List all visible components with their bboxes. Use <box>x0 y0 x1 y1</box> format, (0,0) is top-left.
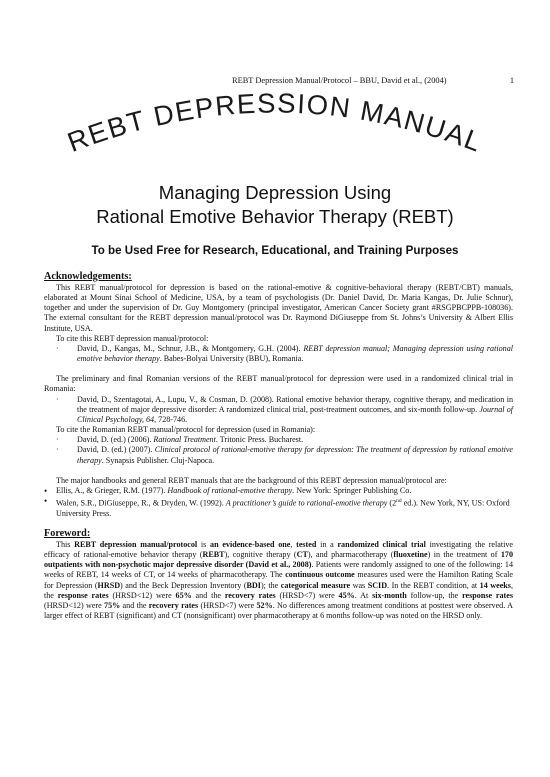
romanian-citation-item: · David, D. (ed.) (2006). Rational Treatment. Tritonic Press. Bucharest. <box>56 435 304 445</box>
logo-text: REBT DEPRESSION MANUAL <box>63 90 487 158</box>
citation-item: · David, D., Kangas, M., Schnur, J.B., & Montgomery, G.H. (2004). REBT depression manual; Managing depression using rational emotive behavior therapy. Babes-Bolyai University (BBU), Romania. <box>56 343 513 364</box>
foreword-bold-segment: categorical measure <box>280 580 351 590</box>
title-line-2: Rational Emotive Behavior Therapy (REBT) <box>96 206 454 227</box>
foreword-bold-segment: 65% <box>175 590 192 600</box>
foreword-text-segment: follow-up, the <box>406 590 463 600</box>
foreword-text-segment: . In the REBT condition, at <box>387 580 480 590</box>
bullet-dot: · <box>56 394 59 404</box>
foreword-text-segment: was <box>350 580 368 590</box>
foreword-text-segment: , the <box>44 580 513 600</box>
foreword-text-segment: (HRSD<12) were <box>44 600 105 610</box>
foreword-text-segment: and the <box>191 590 225 600</box>
foreword-text-segment: ); the <box>260 580 281 590</box>
foreword-bold-segment: an evidence-based one <box>210 539 291 549</box>
foreword-bold-segment: SCID <box>367 580 388 590</box>
foreword-bold-segment: HRSD <box>97 580 121 590</box>
foreword-bold-segment: BDI <box>246 580 261 590</box>
foreword-bold-segment: recovery rates <box>148 600 199 610</box>
foreword-text-segment: ) in the treatment of <box>427 550 501 560</box>
foreword-text-segment: in a <box>316 539 338 549</box>
page-title <box>0 181 550 229</box>
title-line-1: Managing Depression Using <box>158 182 392 203</box>
foreword-text-segment: investigating the relative efficacy of rational-emotive behavior therapy ( <box>44 539 514 560</box>
running-header <box>232 76 514 85</box>
trial-citation-item: · David, D., Szentagotai, A., Lupu, V., & Cosman, D. (2008). Rational emotive behavior therapy, cognitive therapy, and medication in the treatment of major depressive disorder: A randomized clinical trial, post-treatment outcomes, and six-month follow-up. Journal of Clinical Psychology, 64, 728-746. <box>56 394 514 424</box>
foreword-bold-segment: 170 outpatients with non-psychotic major depressive disorder (David et al., 2008) <box>44 550 513 570</box>
foreword-text-segment: . No differences among treatment conditions at posttest were observed. A larger effect of REBT (significant) and CT (nonsignificant) over pharmacotherapy at 6 months follow-up was noted on the HRSD only. <box>44 600 513 621</box>
foreword-heading: Foreword: <box>44 527 91 539</box>
foreword-text-segment: ), and pharmacotherapy ( <box>307 550 394 560</box>
foreword-bold-segment: six-month <box>372 590 407 600</box>
foreword-text-segment: measures used were the Hamilton Rating Scale for Depression ( <box>44 570 513 590</box>
romanian-citation-item: · David, D. (ed.) (2007). Clinical protocol of rational-emotive therapy for depression: The treatment of depression by rational emotive therapy. Synapsis Publisher. Cluj-Napoca. <box>56 445 513 465</box>
document-body <box>44 270 513 621</box>
foreword-text-segment: . Patients were randomly assigned to one of the following: 14 weeks of REBT, 14 weeks of CT, or 14 weeks of pharmacotherapy. The <box>44 560 513 580</box>
foreword-text-segment: (HRSD<7) were <box>198 600 257 610</box>
romanian-cite-intro: To cite the Romanian REBT manual/protocol for depression (used in Romania): <box>56 425 316 435</box>
page-number: 1 <box>509 76 514 85</box>
foreword-paragraph <box>44 540 513 621</box>
foreword-text-segment: (HRSD<7) were <box>275 590 339 600</box>
handbooks-paragraph: The major handbooks and general REBT manuals that are the background of this REBT depression manual/protocol are: <box>56 475 447 485</box>
subtitle: To be Used Free for Research, Educational, and Training Purposes <box>91 244 459 257</box>
foreword-bold-segment: fluoxetine <box>393 550 428 560</box>
foreword-text-segment: (HRSD<12) were <box>108 590 176 600</box>
foreword-bold-segment: response rates <box>462 590 513 600</box>
foreword-text-segment: is <box>197 539 211 549</box>
acknowledgements-heading: Acknowledgements: <box>44 271 132 282</box>
foreword-text-segment: ) and the Beck Depression Inventory ( <box>120 580 247 590</box>
handbook-item: • Walen, S.R., DiGiuseppe, R., & Dryden, W. (1992). A practitioner’s guide to rational-emotive therapy (2nd ed.). New York, NY, US: Oxford University Press. <box>44 495 510 518</box>
foreword-text-segment: . At <box>354 590 373 600</box>
svg-text:REBT DEPRESSION MANUAL <box>63 90 487 158</box>
foreword-bold-segment: 45% <box>338 590 355 600</box>
foreword-bold-segment: randomized clinical trial <box>337 539 426 549</box>
foreword-bold-segment: 75% <box>104 600 121 610</box>
foreword-text-segment: and the <box>120 600 149 610</box>
foreword-bold-segment: response rates <box>57 590 109 600</box>
foreword-text-segment: ), cognitive therapy ( <box>224 550 297 560</box>
foreword-text-segment: , <box>290 539 297 549</box>
foreword-text-segment: This <box>56 539 75 549</box>
foreword-bold-segment: tested <box>296 539 317 549</box>
trial-paragraph: The preliminary and final Romanian versions of the REBT manual/protocol for depression were used in a randomized clinical trial in Romania: <box>44 374 513 394</box>
bullet-icon: • <box>44 485 48 496</box>
foreword-bold-segment: 14 weeks <box>479 580 511 590</box>
bullet-dot: · <box>56 445 59 455</box>
handbook-item: • Ellis, A., & Grieger, R.M. (1977). Handbook of rational-emotive therapy. New York: Springer Publishing Co. <box>44 485 412 496</box>
running-title: REBT Depression Manual/Protocol – BBU, David et al., (2004) <box>232 76 447 85</box>
foreword-bold-segment: 52% <box>256 600 273 610</box>
cite-intro: To cite this REBT depression manual/protocol: <box>56 333 209 343</box>
acknowledgements-paragraph: This REBT manual/protocol for depression is based on the rational-emotive & cognitive-behavioral therapy (REBT/CBT) manuals, elaborated at Mount Sinai School of Medicine, USA, by a team of psychologists (Dr. Daniel David, Dr. Maria Kangas, Dr. Julie Schnur), together and under the supervision of Dr. Guy Montgomery (principal investigator, American Cancer Society grant #RSGPBCPPB-108036). The external consultant for the REBT depression manual/protocol was Dr. Raymond DiGiuseppe from St. Johns’s University & Albert Ellis Institute, USA. <box>44 283 513 333</box>
bullet-icon: • <box>44 495 48 506</box>
foreword-bold-segment: REBT <box>202 550 225 560</box>
foreword-bold-segment: continuous outcome <box>285 570 355 580</box>
foreword-bold-segment: recovery rates <box>224 590 276 600</box>
foreword-bold-segment: CT <box>296 550 308 560</box>
bullet-dot: · <box>56 343 59 353</box>
bullet-dot: · <box>56 435 59 445</box>
foreword-bold-segment: REBT depression manual/protocol <box>74 539 198 549</box>
